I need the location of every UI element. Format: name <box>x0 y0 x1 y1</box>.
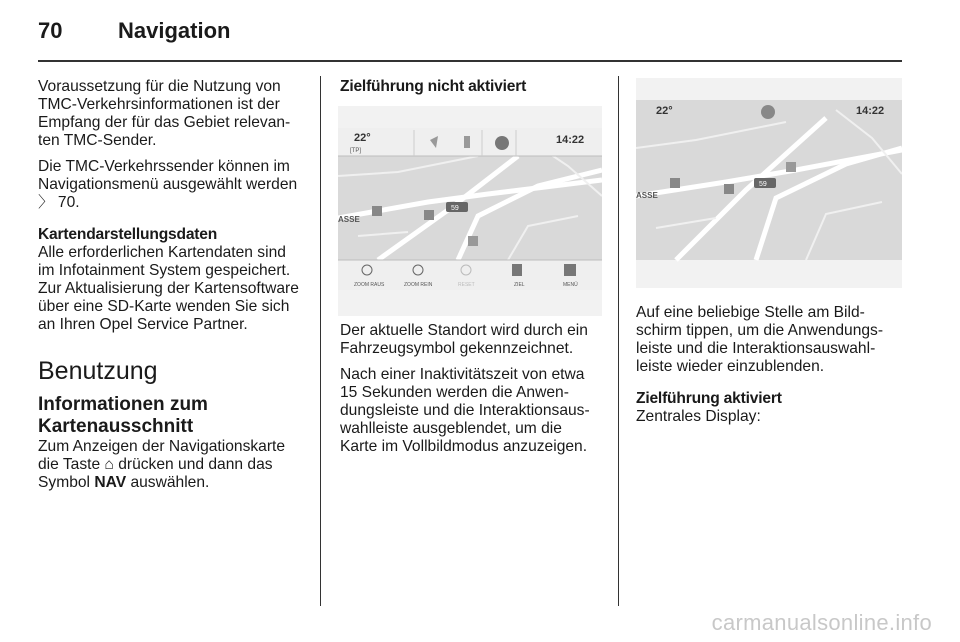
header-rule <box>38 60 902 62</box>
paragraph-central-display: Zentrales Display: <box>636 408 761 425</box>
map-fullscreen-graphic <box>636 78 902 288</box>
screen1-time: 14:22 <box>556 134 585 146</box>
screen1-place: ASSE <box>338 215 360 224</box>
paragraph-tmc-stations: Die TMC-Verkehrssender können im Navigationsmenü ausgewählt werden 〉 70. <box>38 158 298 211</box>
heading-zielfuehrung-aktiviert: Zielführung aktiviert <box>636 390 782 407</box>
column-left <box>38 78 304 500</box>
screen1-btn-zoom-in: ZOOM REIN <box>404 282 433 288</box>
heading-zielfuehrung-nicht-aktiviert: Zielführung nicht aktiviert <box>340 78 527 95</box>
screen1-btn-reset: RESET <box>458 282 475 288</box>
heading-informationen-kartenausschnitt: Informationen zum Kartenausschnitt <box>38 394 208 437</box>
watermark: carmanualsonline.info <box>711 610 932 635</box>
map-screen-graphic <box>338 106 602 316</box>
screen1-btn-zoom-out: ZOOM RAUS <box>354 282 385 288</box>
screen2-temp: 22° <box>656 105 673 117</box>
screen2-road-number: 59 <box>759 181 767 188</box>
screen1-btn-menu: MENÜ <box>563 282 578 288</box>
heading-kartendarstellungsdaten: Kartendarstellungsdaten <box>38 226 218 243</box>
screenshot-map-fullscreen <box>636 78 902 288</box>
page-number: 70 <box>38 18 63 43</box>
paragraph-inactivity: Nach einer Inaktivitätszeit von etwa 15 Sekunden werden die Anwendungsleiste und die Interaktionsauswahlleiste ausgeblendet, um die Karte im Vollbildmodus anzuzeigen. <box>340 366 590 455</box>
nav-symbol-label: NAV <box>94 474 127 491</box>
screen1-btn-ziel: ZIEL <box>514 282 525 288</box>
screen1-road-number: 59 <box>451 205 459 212</box>
screen1-tp: [TP] <box>350 148 362 154</box>
screen2-time: 14:22 <box>856 105 885 117</box>
column-divider-1 <box>320 76 321 606</box>
heading-benutzung: Benutzung <box>38 357 158 385</box>
show-map-text-end: auswählen. <box>126 474 210 491</box>
screen2-place: ASSE <box>636 191 658 200</box>
screen1-temp: 22° <box>354 132 371 144</box>
screenshot-map-with-bars <box>338 106 602 316</box>
paragraph-tmc-prerequisite: Voraussetzung für die Nutzung von TMC-Verkehrsinformationen ist der Empfang der für das Gebiet relevanten TMC-Sender. <box>38 78 291 149</box>
column-divider-2 <box>618 76 619 606</box>
paragraph-show-map <box>38 438 304 492</box>
show-map-text: Zum Anzeigen der Navigationskarte die Taste ⌂ drücken und dann das Symbol <box>38 438 286 491</box>
paragraph-vehicle-symbol: Der aktuelle Standort wird durch ein Fahrzeugsymbol gekennzeichnet. <box>340 322 588 357</box>
paragraph-map-data: Alle erforderlichen Kartendaten sind im Infotainment System gespeichert. Zur Aktualisierung der Kartensoftware über eine SD-Karte wenden Sie sich an Ihren Opel Service Partner. <box>38 244 299 333</box>
paragraph-tap-screen: Auf eine beliebige Stelle am Bildschirm tippen, um die Anwendungsleiste und die Interaktionsauswahlleiste wieder einzublenden. <box>636 304 884 375</box>
page-title: Navigation <box>118 18 231 43</box>
